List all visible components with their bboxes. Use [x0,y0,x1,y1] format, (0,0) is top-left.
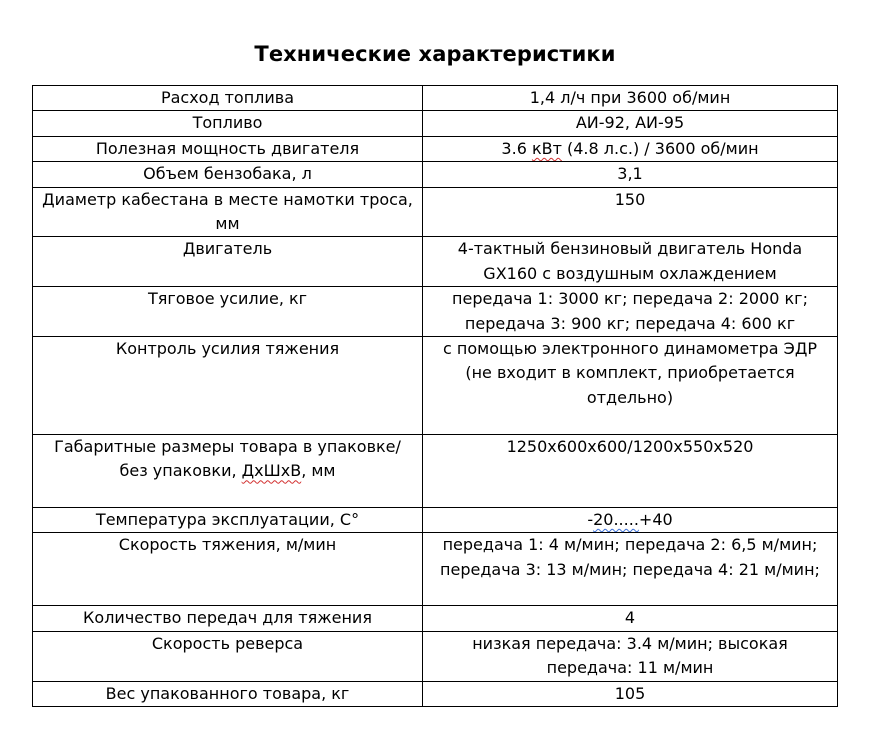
table-row [33,533,838,606]
spec-name-cell: Тяговое усилие, кг [33,287,423,337]
table-row [33,162,838,187]
spec-value-cell: АИ-92, АИ-95 [423,111,838,136]
table-row [33,111,838,136]
table-row [33,631,838,681]
spec-value-cell: 4-тактный бензиновый двигатель Honda GX160 с воздушным охлаждением [423,237,838,287]
spec-value-cell: 150 [423,187,838,237]
spec-name-cell: Расход топлива [33,86,423,111]
spec-name-cell: Скорость реверса [33,631,423,681]
specs-table [32,85,838,707]
spec-name-cell: Габаритные размеры товара в упаковке/ без упаковки, ДхШхВ, мм [33,435,423,508]
table-row [33,337,838,435]
spec-value-cell: передача 1: 4 м/мин; передача 2: 6,5 м/мин; передача 3: 13 м/мин; передача 4: 21 м/мин; [423,533,838,606]
spec-value-cell: с помощью электронного динамометра ЭДР (не входит в комплект, приобретается отдельно) [423,337,838,435]
spec-value-cell: низкая передача: 3.4 м/мин; высокая передача: 11 м/мин [423,631,838,681]
spec-name-cell: Двигатель [33,237,423,287]
spec-value-cell: 1,4 л/ч при 3600 об/мин [423,86,838,111]
spellcheck-mark: 20..... [593,510,639,530]
spec-name-cell: Количество передач для тяжения [33,606,423,631]
spec-name-cell: Скорость тяжения, м/мин [33,533,423,606]
table-row [33,237,838,287]
spec-name-cell: Полезная мощность двигателя [33,136,423,161]
spellcheck-mark: ДхШхВ [241,461,302,481]
table-row [33,86,838,111]
spec-value-cell: 4 [423,606,838,631]
table-row [33,435,838,508]
table-row [33,136,838,161]
spec-name-cell: Температура эксплуатации, С° [33,508,423,533]
table-row [33,287,838,337]
spec-value-cell: 1250x600x600/1200x550x520 [423,435,838,508]
spec-name-cell: Вес упакованного товара, кг [33,681,423,706]
table-row [33,606,838,631]
spec-value-cell: -20.....+40 [423,508,838,533]
spec-value-cell: 3,1 [423,162,838,187]
spec-name-cell: Контроль усилия тяжения [33,337,423,435]
spellcheck-mark: кВт [531,138,562,158]
table-row [33,187,838,237]
spec-value-cell: 3.6 кВт (4.8 л.с.) / 3600 об/мин [423,136,838,161]
table-row [33,508,838,533]
spec-name-cell: Диаметр кабестана в месте намотки троса, мм [33,187,423,237]
page-title: Технические характеристики [254,42,616,66]
spec-name-cell: Объем бензобака, л [33,162,423,187]
spec-name-cell: Топливо [33,111,423,136]
spec-value-cell: передача 1: 3000 кг; передача 2: 2000 кг; передача 3: 900 кг; передача 4: 600 кг [423,287,838,337]
table-row [33,681,838,706]
spec-value-cell: 105 [423,681,838,706]
